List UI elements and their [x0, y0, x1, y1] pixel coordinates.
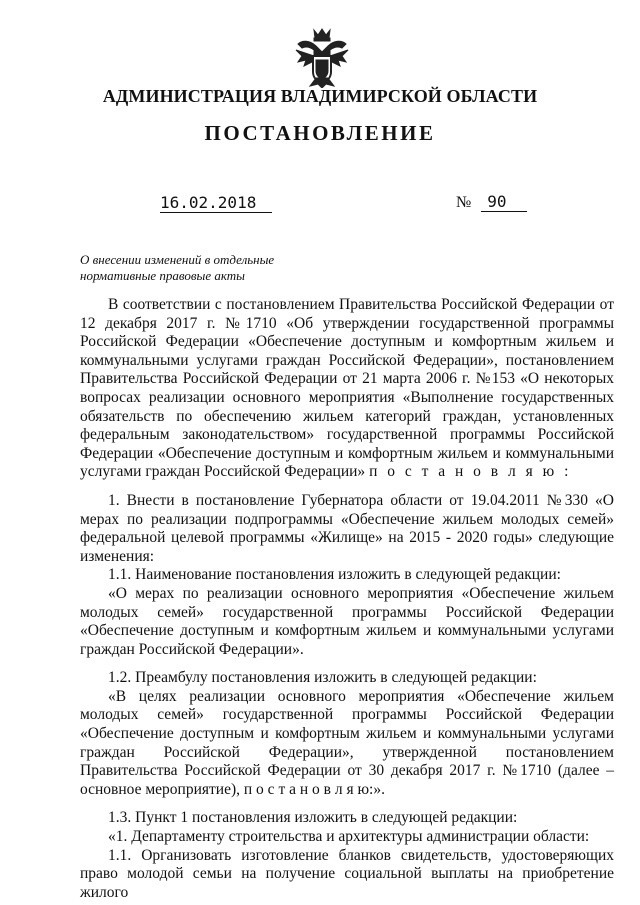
- item-1-2-quote-paragraph: [80, 688, 614, 800]
- item-1-paragraph: 1. Внести в постановление Губернатора области от 19.04.2011 №330 «О мерах по реализации подпрограммы «Обеспечение жильем молодых семей» федеральной целевой программы «Жилище» на 2015 - 2020 годы» следующие изменения:: [80, 491, 614, 565]
- number-label: №: [456, 194, 472, 211]
- coat-of-arms-emblem: [292, 26, 352, 88]
- subject-line-2: нормативные правовые акты: [80, 268, 245, 283]
- document-type-title: ПОСТАНОВЛЕНИЕ: [204, 121, 436, 145]
- item-1-2-quote-text: «В целях реализации основного мероприятия «Обеспечение жильем молодых семей» государственной программы Российской Федерации «Обеспечение доступным и комфортным жильем и коммунальными услугами граждан Российской Федерации», утвержденной постановлением Правительства Российской Федерации от 30 декабря 2017 г. №1710 (далее – основное мероприятие),: [80, 687, 614, 798]
- item-1-3-quote-paragraph: «1. Департаменту строительства и архитектуры администрации области:: [108, 828, 590, 846]
- document-number: [456, 193, 527, 212]
- item-1-3-paragraph: 1.3. Пункт 1 постановления изложить в следующей редакции:: [108, 809, 518, 827]
- document-date: 16.02.2018: [160, 194, 272, 213]
- item-1-2-paragraph: 1.2. Преамбулу постановления изложить в следующей редакции:: [108, 669, 537, 687]
- organization-name: АДМИНИСТРАЦИЯ ВЛАДИМИРСКОЙ ОБЛАСТИ: [102, 86, 538, 106]
- preamble-text: В соответствии с постановлением Правительства Российской Федерации от 12 декабря 2017 г. №1710 «Об утверждении государственной программы Российской Федерации «Обеспечение доступным и комфортным жильем и коммунальными услугами граждан Российской Федерации», постановлением Правительства Российской Федерации от 21 марта 2006 г. №153 «О некоторых вопросах реализации основного мероприятия «Выполнение государственных обязательств по обеспечению жильем категорий граждан, установленных федеральным законодательством» государственной программы Российской Федерации «Обеспечение доступным и комфортным жильем и коммунальными услугами граждан Российской Федерации»: [80, 296, 614, 481]
- resolve-word: п о с т а н о в л я ю :: [369, 463, 572, 481]
- subject-line-1: О внесении изменений в отдельные: [80, 252, 275, 267]
- document-body: [80, 296, 614, 902]
- item-1-1-quote-paragraph: «О мерах по реализации основного мероприятия «Обеспечение жильем молодых семей» государственной программы Российской Федерации «Обеспечение доступным и комфортным жильем и коммунальными услугами граждан Российской Федерации».: [80, 584, 614, 658]
- item-1-1-paragraph: 1.1. Наименование постановления изложить в следующей редакции:: [108, 566, 561, 584]
- preamble-paragraph: [80, 296, 614, 482]
- item-1-2-resolve-word: п о с т а н о в л я ю:».: [243, 780, 385, 798]
- item-1-3-1-paragraph: 1.1. Организовать изготовление бланков свидетельств, удостоверяющих право молодой семьи на получение социальной выплаты на приобретение жилого: [80, 846, 614, 901]
- document-subject: [80, 252, 274, 284]
- number-value: 90: [481, 193, 526, 212]
